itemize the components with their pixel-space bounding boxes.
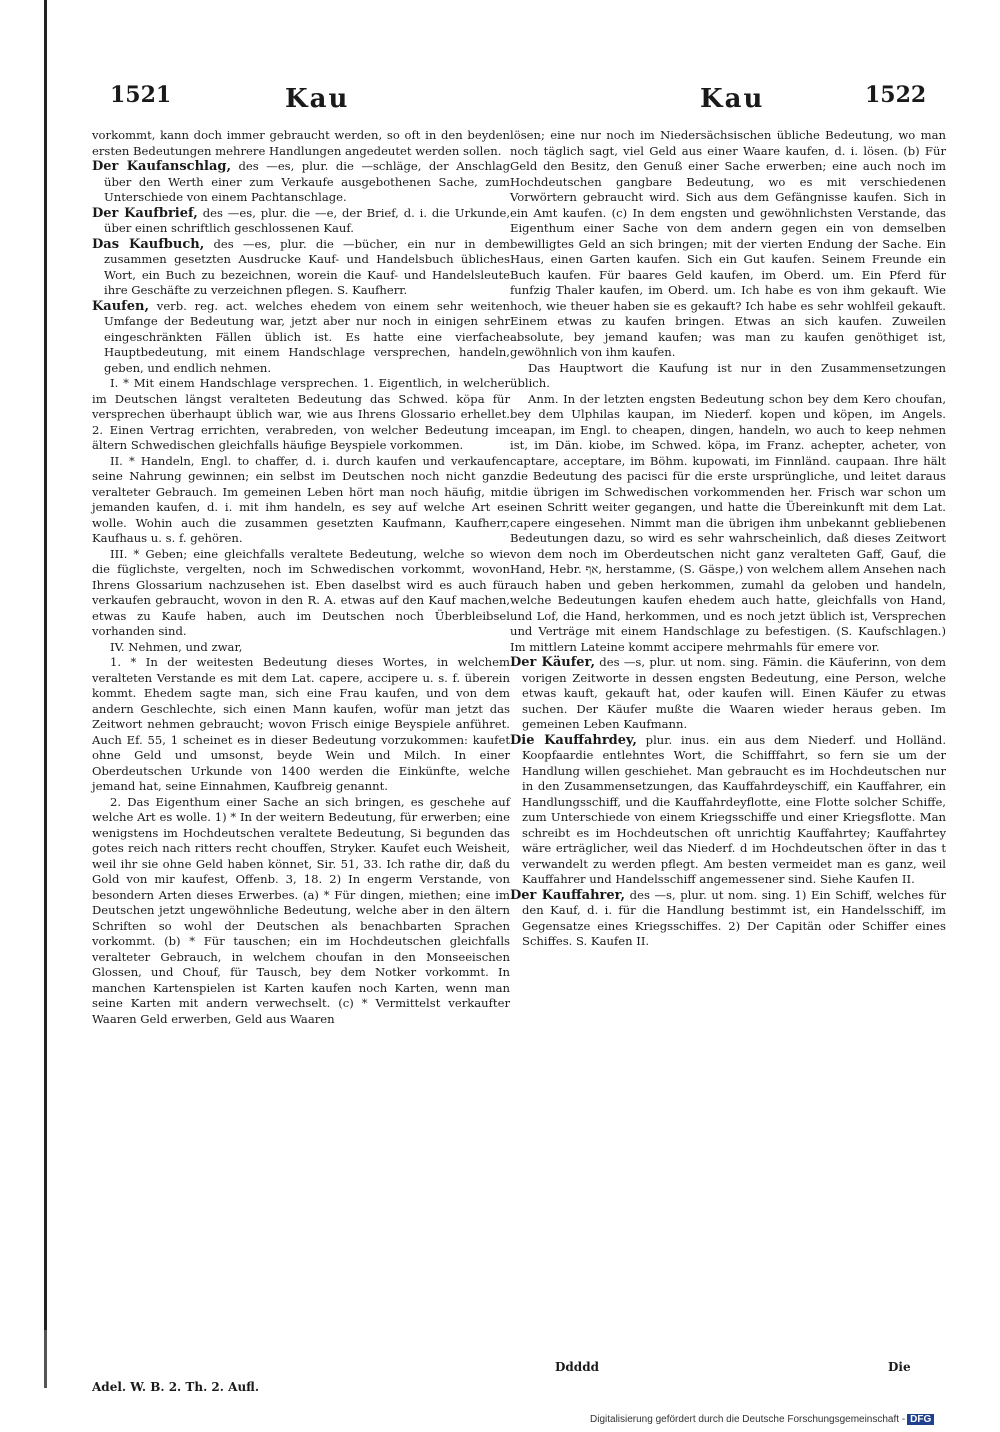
entry-headword: Der Kauffahrer, <box>510 887 626 903</box>
entry-headword: Das Kaufbuch, <box>92 236 205 252</box>
sense-paragraph: I. * Mit einem Handschlage versprechen. 1. Eigentlich, in welcher im Deutschen längst veralteten Bedeutung das Schwed. köpa für versprechen überhaupt üblich war, wie aus Ihrens Glossario erhellet. 2. Einen Vertrag errichten, verabreden, von welcher Bedeutung im ältern Schwedischen gleichfalls häufige Beyspiele vorkommen. <box>92 376 510 452</box>
right-signature: Ddddd <box>555 1360 599 1374</box>
right-page-number: 1522 <box>865 82 927 108</box>
continued-text: vorkommt, kann doch immer gebraucht werden, so oft in den beyden ersten Bedeutungen mehrere Handlungen angedeutet werden sollen. <box>92 128 510 158</box>
binding-gutter-shadow <box>44 1330 47 1388</box>
entry-text: des —s, plur. ut nom. sing. Fämin. die Käuferinn, von dem vorigen Zeitworte in dessen engsten Bedeutung, eine Person, welche etwas kauft, gekauft hat, oder kaufen will. Einen Käufer zu etwas suchen. Der Käufer mußte die Waaren wieder heraus geben. Im gemeinen Leben Kaufmann. <box>522 655 947 731</box>
dictionary-entry <box>92 237 510 299</box>
sense-paragraph: Das Hauptwort die Kaufung ist nur in den Zusammensetzungen üblich. <box>510 360 946 390</box>
sense-paragraph: 1. * In der weitesten Bedeutung dieses Wortes, in welchem veralteten Verstande es mit dem Lat. capere, accipere u. s. f. überein kommt. Ehedem sagte man, sich eine Frau kaufen, und von dem andern Geschlechte, sich einen Mann kaufen, wofür man jetzt das Zeitwort nehmen gebraucht; wovon Frisch einige Beyspiele anführet. Auch Ef. 55, 1 scheinet es in dieser Bedeutung vorzukommen: kaufet ohne Geld und umsonst, beyde Wein und Milch. In einer Oberdeutschen Urkunde von 1400 werden die Einkünfte, welche jemand hat, seine Einnahmen, Kaufbreig genannt. <box>92 655 510 793</box>
sense-paragraph: II. * Handeln, Engl. to chaffer, d. i. durch kaufen und verkaufen seine Nahrung gewinnen; ein selbst im Deutschen noch nicht ganz veralteter Gebrauch. Im gemeinen Leben hört man noch häufig, mit jemanden kaufen, d. i. mit ihm handeln, es sey auf welche Art es wolle. Wohin auch die zusammen gesetzten Kaufmann, Kaufherr, Kaufhaus u. s. f. gehören. <box>92 453 510 545</box>
continued-text: lösen; eine nur noch im Niedersächsischen übliche Bedeutung, wo man noch täglich sagt, viel Geld aus einer Waare kaufen, d. i. lösen. (b) Für Geld den Besitz, den Genuß einer Sache erwerben; eine auch noch im Hochdeutschen gangbare Bedeutung, wo es mit verschiedenen Vorwörtern gebraucht wird. Sich aus dem Gefängnisse kaufen. Sich in ein Amt kaufen. (c) In dem engsten und gewöhnlichsten Verstande, das Eigenthum einer Sache von dem andern gegen ein von demselben bewilligtes Geld an sich bringen; mit der vierten Endung der Sache. Ein Haus, einen Garten kaufen. Sich ein Gut kaufen. Seinem Freunde ein Buch kaufen. Für baares Geld kaufen, im Oberd. um. Ein Pferd für funfzig Thaler kaufen, im Oberd. um. Ich habe es von ihm gekauft. Wie hoch, wie theuer haben sie es gekauft? Ich habe es sehr wohlfeil gekauft. Einem etwas zu kaufen bringen. Etwas an sich kaufen. Zuweilen absolute, bey jemand kaufen; was man zu kaufen genöthiget ist, gewöhnlich von ihm kaufen. <box>510 128 946 359</box>
right-column <box>510 128 946 950</box>
footer-credit <box>590 1414 934 1425</box>
dictionary-entry <box>92 299 510 377</box>
entry-headword: Kaufen, <box>92 298 150 314</box>
dictionary-entry <box>92 206 510 237</box>
left-page-number: 1521 <box>110 82 172 108</box>
dictionary-entry <box>510 733 946 888</box>
footer-text: Digitalisierung gefördert durch die Deutsche Forschungsgemeinschaft - <box>590 1414 906 1425</box>
entry-headword: Der Käufer, <box>510 655 595 670</box>
entry-text: des —es, plur. die —bücher, ein nur in dem zusammen gesetzten Ausdrucke Kauf- und Handelsbuch übliches Wort, ein Buch zu bezeichnen, worein die Kauf- und Handelsleute ihre Geschäfte zu verzeichnen pflegen. S. Kaufherr. <box>104 236 510 297</box>
catchword: Die <box>888 1360 911 1374</box>
entry-headword: Der Kaufbrief, <box>92 205 198 221</box>
entry-text: verb. reg. act. welches ehedem von einem sehr weiten Umfange der Bedeutung war, jetzt aber nur noch in einigen sehr eingeschränkten Fällen üblich ist. Es hatte eine vierfache Hauptbedeutung, mit einem Handschlage versprechen, handeln, geben, und endlich nehmen. <box>104 298 510 375</box>
left-running-head: Kau <box>285 84 350 114</box>
entry-headword: Die Kauffahrdey, <box>510 732 637 748</box>
left-signature: Adel. W. B. 2. Th. 2. Aufl. <box>92 1380 260 1394</box>
dictionary-entry <box>510 888 946 950</box>
right-running-head: Kau <box>700 84 765 114</box>
entry-text: des —es, plur. die —e, der Brief, d. i. die Urkunde, über einen schriftlich geschlossenen Kauf. <box>104 205 511 235</box>
entry-text: des —s, plur. ut nom. sing. 1) Ein Schiff, welches für den Kauf, d. i. für die Handlung bestimmt ist, ein Handelsschiff, im Gegensatze eines Kriegsschiffes. 2) Der Capitän oder Schiffer eines Schiffes. S. Kaufen II. <box>522 887 946 948</box>
sense-paragraph: 2. Das Eigenthum einer Sache an sich bringen, es geschehe auf welche Art es wolle. 1) * In der weitern Bedeutung, für erwerben; eine wenigstens im Hochdeutschen veraltete Bedeutung, Si begunden das gotes reich nach ritters recht chouffen, Stryker. Kaufet euch Weisheit, weil ihr sie ohne Geld haben könnet, Sir. 51, 33. Ich rathe dir, daß du Gold von mir kaufest, Offenb. 3, 18. 2) In engerm Verstande, von besondern Arten dieses Erwerbes. (a) * Für dingen, miethen; eine im Deutschen jetzt ungewöhnliche Bedeutung, welche aber in den ältern Schriften so wohl der Deutschen als benachbarten Sprachen vorkommt. (b) * Für tauschen; ein im Hochdeutschen gleichfalls veralteter Gebrauch, in welchem choufan in den Monseeischen Glossen, und Chouf, für Tausch, bey dem Notker vorkommt. In manchen Kartenspielen ist Karten kaufen noch Karten, wenn man seine Karten mit andern verwechselt. (c) * Vermittelst verkaufter Waaren Geld erwerben, Geld aus Waaren <box>92 794 510 1026</box>
binding-gutter-line <box>44 0 47 1330</box>
left-column <box>92 128 510 1027</box>
sense-paragraph: Anm. In der letzten engsten Bedeutung schon bey dem Kero choufan, bey dem Ulphilas kaupan, im Niederf. kopen und köpen, im Angels. ceapan, im Engl. to cheapen, dingen, handeln, wo auch to keep nehmen ist, im Dän. kiobe, im Schwed. köpa, im Franz. achepter, acheter, von captare, acceptare, im Böhm. kupowati, im Finnländ. caupaan. Ihre hält die Bedeutung des pacisci für die erste ursprüngliche, und leitet daraus die übrigen im Schwedischen vorkommenden her. Frisch war schon um einen Schritt weiter gegangen, und hatte die Übereinkunft mit dem Lat. capere eingesehen. Nimmt man die übrigen ihm unbekannt gebliebenen Bedeutungen dazu, so wird es sehr wahrscheinlich, daß dieses Zeitwort von dem noch im Oberdeutschen nicht ganz veralteten Gaff, Gauf, die Hand, Hebr. אף, herstamme, (S. Gäspe,) von welchem allem Ansehen nach auch haben und geben herkommen, zumahl da geloben und handeln, welche Bedeutungen kaufen ehedem auch hatte, gleichfalls von Hand, und Lof, die Hand, herkommen, und es noch jetzt üblich ist, Versprechen und Verträge mit einem Handschlage zu befestigen. (S. Kaufschlagen.) Im mittlern Lateine kommt accipere mehrmahls für emere vor. <box>510 391 947 654</box>
dictionary-entry <box>92 159 510 206</box>
sense-paragraph: IV. Nehmen, und zwar, <box>110 639 243 654</box>
entry-text: plur. inus. ein aus dem Niederf. und Holländ. Koopfaardie entlehntes Wort, die Schifffahrt, so fern sie um der Handlung willen geschiehet. Man gebraucht es im Hochdeutschen nur in den Zusammensetzungen, das Kauffahrdeyschiff, ein Kauffahrer, ein Handlungsschiff, und die Kauffahrdeyflotte, eine Flotte solcher Schiffe, zum Unterschiede von einem Kriegsschiffe und einer Kriegsflotte. Man schreibt es im Hochdeutschen oft unrichtig Kauffahrtey; Kauffahrtey wäre erträglicher, weil das Niederf. d im Hochdeutschen öfter in das t verwandelt zu werden pflegt. Am besten vermeidet man es ganz, weil Kauffahrer und Handelsschiff angemessener sind. Siehe Kaufen II. <box>522 732 947 886</box>
entry-headword: Der Kaufanschlag, <box>92 159 232 174</box>
dictionary-entry <box>510 655 946 733</box>
entry-text: des —es, plur. die —schläge, der Anschlag über den Werth einer zum Verkaufe ausgebothenen Sache, zum Unterschiede von einem Pachtanschlage. <box>104 159 510 204</box>
dfg-logo: DFG <box>907 1414 934 1425</box>
sense-paragraph: III. * Geben; eine gleichfalls veraltete Bedeutung, welche so wie die füglichste, vergelten, noch im Schwedischen vorkommt, wovon Ihrens Glossarium nachzusehen ist. Eben daselbst wird es auch für verkaufen gebraucht, wovon in den R. A. etwas auf den Kauf machen, etwas zu Kaufe haben, auch im Deutschen noch Überbleibsel vorhanden sind. <box>92 546 510 638</box>
